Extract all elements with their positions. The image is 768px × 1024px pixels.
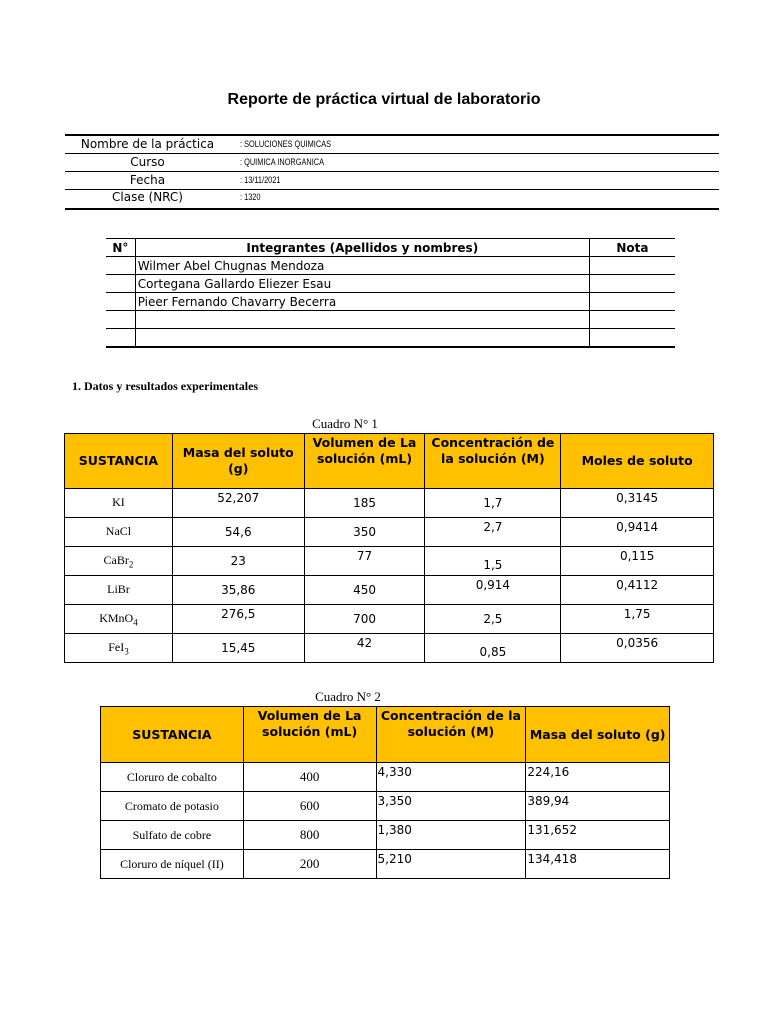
moles-cell: 0,115 <box>561 547 714 576</box>
member-number <box>106 329 135 348</box>
substance-formula: KMnO <box>99 610 134 625</box>
table-row <box>101 850 670 879</box>
concentration-cell: 1,380 <box>376 821 526 850</box>
substance-cell <box>65 518 173 547</box>
table1-header-row <box>65 434 714 489</box>
info-row-course <box>65 154 719 172</box>
info-label: Clase (NRC) <box>112 190 183 204</box>
volume-cell: 200 <box>243 850 376 879</box>
volume-cell: 350 <box>304 518 425 547</box>
header-solute-mass: Masa del soluto (g) <box>172 434 304 489</box>
info-row-class <box>65 189 719 206</box>
member-grade <box>589 311 675 329</box>
header-solute-mass: Masa del soluto (g) <box>526 707 670 763</box>
substance-cell <box>65 576 173 605</box>
member-number <box>106 275 135 293</box>
member-number <box>106 293 135 311</box>
concentration-cell: 1,5 <box>425 547 561 576</box>
table-row <box>65 518 714 547</box>
member-grade <box>589 275 675 293</box>
substance-cell: Cloruro de níquel (II) <box>101 850 244 879</box>
substance-cell <box>65 547 173 576</box>
header-members: Integrantes (Apellidos y nombres) <box>135 239 589 257</box>
mass-cell: 131,652 <box>526 821 670 850</box>
mass-cell: 54,6 <box>172 518 304 547</box>
table-row <box>106 311 675 329</box>
member-grade <box>589 329 675 348</box>
volume-cell: 400 <box>243 763 376 792</box>
header-volume: Volumen de La solución (mL) <box>243 707 376 763</box>
moles-cell: 1,75 <box>561 605 714 634</box>
substance-formula: KI <box>112 494 125 509</box>
concentration-cell: 5,210 <box>376 850 526 879</box>
substance-cell <box>65 605 173 634</box>
concentration-cell: 2,5 <box>425 605 561 634</box>
concentration-cell: 2,7 <box>425 518 561 547</box>
member-name: Wilmer Abel Chugnas Mendoza <box>135 257 589 275</box>
members-table <box>106 238 675 348</box>
info-value: : 13/11/2021 <box>240 175 281 185</box>
table-row <box>106 257 675 275</box>
member-number <box>106 311 135 329</box>
volume-cell: 800 <box>243 821 376 850</box>
concentration-cell: 1,7 <box>425 489 561 518</box>
member-name: Cortegana Gallardo Eliezer Esau <box>135 275 589 293</box>
formula-subscript: 2 <box>128 559 134 570</box>
info-label: Curso <box>130 155 165 169</box>
header-concentration: Concentración de la solución (M) <box>425 434 561 489</box>
members-header-row <box>106 239 675 257</box>
info-value: : SOLUCIONES QUIMICAS <box>240 139 332 149</box>
header-grade: Nota <box>589 239 675 257</box>
table-row <box>101 821 670 850</box>
substance-formula: CaBr <box>103 552 129 567</box>
table2-caption: Cuadro N° 2 <box>315 689 381 704</box>
moles-cell: 0,4112 <box>561 576 714 605</box>
table-row <box>106 275 675 293</box>
moles-cell: 0,9414 <box>561 518 714 547</box>
info-row-date <box>65 172 719 190</box>
table-row <box>65 605 714 634</box>
member-grade <box>589 293 675 311</box>
member-name: Pieer Fernando Chavarry Becerra <box>135 293 589 311</box>
volume-cell: 42 <box>304 634 425 663</box>
concentration-cell: 4,330 <box>376 763 526 792</box>
info-label: Fecha <box>129 173 166 187</box>
mass-cell: 134,418 <box>526 850 670 879</box>
substance-cell <box>65 634 173 663</box>
substance-cell: Cloruro de cobalto <box>101 763 244 792</box>
header-substance: SUSTANCIA <box>101 707 244 763</box>
table-row <box>65 547 714 576</box>
table-row <box>65 489 714 518</box>
concentration-cell: 3,350 <box>376 792 526 821</box>
table-row <box>106 293 675 311</box>
member-name <box>135 311 589 329</box>
mass-cell: 389,94 <box>526 792 670 821</box>
document-title: Reporte de práctica virtual de laboratorio <box>227 91 541 108</box>
substance-formula: NaCl <box>105 523 132 538</box>
volume-cell: 77 <box>304 547 425 576</box>
formula-subscript: 3 <box>124 646 129 657</box>
member-number <box>106 257 135 275</box>
mass-cell: 35,86 <box>172 576 304 605</box>
table1-caption: Cuadro N° 1 <box>312 416 378 431</box>
table-row <box>65 576 714 605</box>
formula-subscript: 4 <box>133 617 138 628</box>
table-row <box>101 792 670 821</box>
header-concentration: Concentración de la solución (M) <box>376 707 526 763</box>
header-substance: SUSTANCIA <box>65 434 173 489</box>
volume-cell: 600 <box>243 792 376 821</box>
member-name <box>135 329 589 348</box>
section-heading: 1. Datos y resultados experimentales <box>72 379 259 393</box>
header-volume: Volumen de La solución (mL) <box>304 434 425 489</box>
moles-cell: 0,3145 <box>561 489 714 518</box>
info-row-practice <box>65 136 719 154</box>
table-row <box>65 634 714 663</box>
substance-formula: FeI <box>108 639 125 654</box>
table2-header-row <box>101 707 670 763</box>
info-value: : 1320 <box>240 192 261 202</box>
mass-cell: 15,45 <box>172 634 304 663</box>
volume-cell: 450 <box>304 576 425 605</box>
volume-cell: 185 <box>304 489 425 518</box>
info-value: : QUIMICA INORGANICA <box>240 157 325 167</box>
table2 <box>100 706 670 879</box>
substance-formula: LiBr <box>107 581 130 596</box>
table1 <box>64 433 714 663</box>
practice-info-block <box>65 134 719 210</box>
mass-cell: 52,207 <box>172 489 304 518</box>
concentration-cell: 0,85 <box>425 634 561 663</box>
mass-cell: 23 <box>172 547 304 576</box>
mass-cell: 276,5 <box>172 605 304 634</box>
moles-cell: 0,0356 <box>561 634 714 663</box>
volume-cell: 700 <box>304 605 425 634</box>
substance-cell: Cromato de potasio <box>101 792 244 821</box>
table-row <box>101 763 670 792</box>
substance-cell <box>65 489 173 518</box>
substance-cell: Sulfato de cobre <box>101 821 244 850</box>
header-number: N° <box>106 239 135 257</box>
info-label: Nombre de la práctica <box>80 137 215 151</box>
member-grade <box>589 257 675 275</box>
header-moles: Moles de soluto <box>561 434 714 489</box>
concentration-cell: 0,914 <box>425 576 561 605</box>
mass-cell: 224,16 <box>526 763 670 792</box>
table-row <box>106 329 675 348</box>
